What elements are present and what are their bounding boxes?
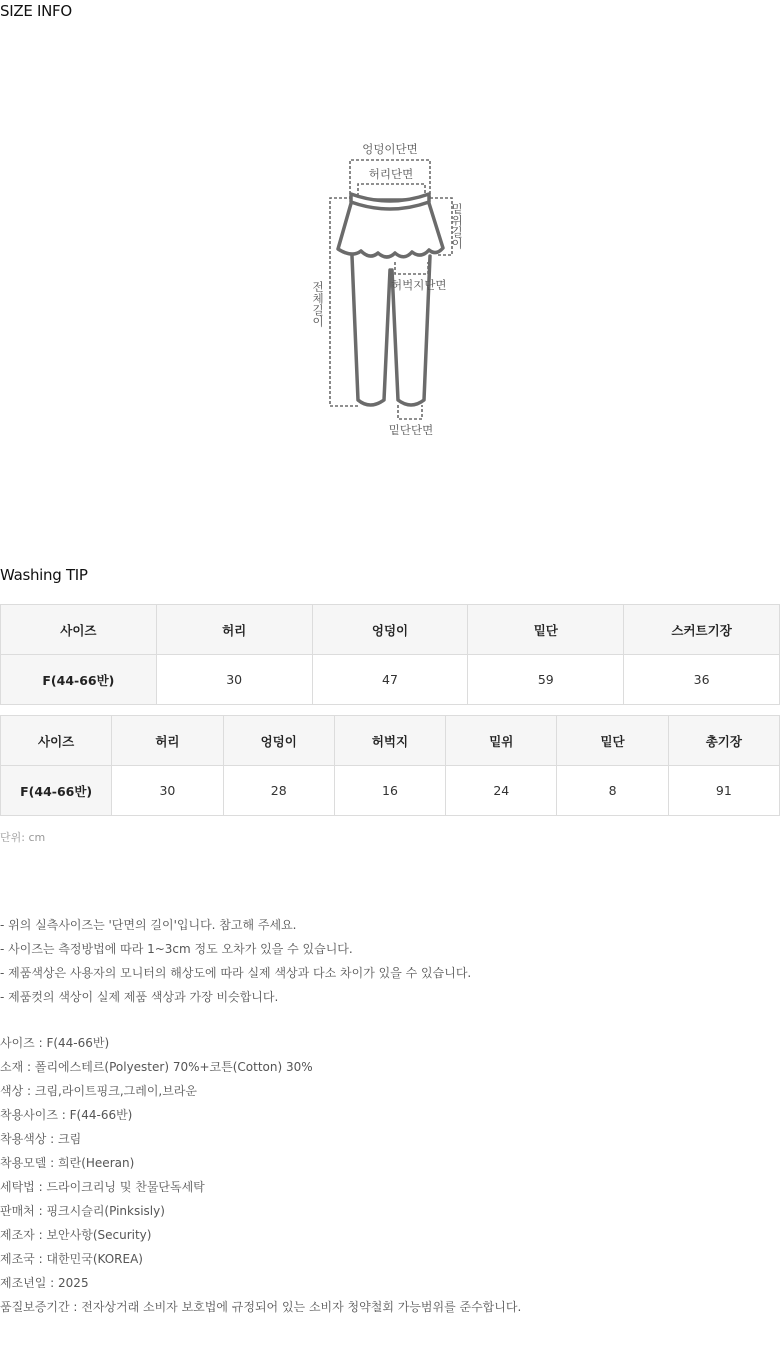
spec-worn-color: 착용색상 : 크림 [0,1132,82,1146]
note-item: - 위의 실측사이즈는 '단면의 길이'입니다. 참고해 주세요. [0,918,297,932]
unit-label: 단위: cm [0,831,46,844]
garment-outline [338,194,443,405]
spec-seller: 판매처 : 핑크시슬리(Pinksisly) [0,1204,165,1218]
note-item: - 제품색상은 사용자의 모니터의 해상도에 따라 실제 색상과 다소 차이가 있을 수 있습니다. [0,966,472,980]
size-info-title: SIZE INFO [0,2,72,20]
header-skirt-length: 스커트기장 [624,605,780,655]
cell-size: F(44-66반) [1,655,157,705]
hip-label: 엉덩이단면 [362,142,418,156]
spec-country: 제조국 : 대한민국(KOREA) [0,1252,143,1266]
cell-hip: 47 [312,655,468,705]
waist-measure [358,184,425,196]
skirt-size-table [0,604,780,705]
notes-list [0,917,471,1013]
left-leg [352,256,390,405]
cell-skirt-length: 36 [624,655,780,705]
thigh-label: 허벅지단면 [391,278,447,292]
header-total-length: 총기장 [668,716,779,766]
leggings-size-table [0,715,780,816]
header-rise: 밑위 [446,716,557,766]
header-thigh: 허벅지 [334,716,445,766]
header-hem: 밑단 [557,716,668,766]
spec-material: 소재 : 폴리에스테르(Polyester) 70%+코튼(Cotton) 30% [0,1060,313,1074]
table-header-row [1,716,780,766]
cell-total-length: 91 [668,766,779,816]
waist-label: 허리단면 [368,167,414,181]
spec-worn-size: 착용사이즈 : F(44-66반) [0,1108,133,1122]
spec-washing: 세탁법 : 드라이크리닝 및 찬물단독세탁 [0,1180,205,1194]
spec-model: 착용모델 : 희란(Heeran) [0,1156,135,1170]
hem-measure [398,405,422,419]
cell-hem: 59 [468,655,624,705]
spec-colors: 색상 : 크림,라이트핑크,그레이,브라운 [0,1084,197,1098]
skirt-leggings-diagram [300,138,480,443]
spec-year: 제조년일 : 2025 [0,1276,89,1290]
total-length-label: 전체길이 [311,281,325,327]
cell-rise: 24 [446,766,557,816]
table-header-row [1,605,780,655]
cell-waist: 30 [156,655,312,705]
header-size: 사이즈 [1,605,157,655]
header-waist: 허리 [112,716,223,766]
spec-size: 사이즈 : F(44-66반) [0,1036,110,1050]
spec-warranty: 품질보증기간 : 전자상거래 소비자 보호법에 규정되어 있는 소비자 청약철회 가능범위를 준수합니다. [0,1300,522,1314]
table-row [1,766,780,816]
product-specs [0,1035,521,1323]
note-item: - 사이즈는 측정방법에 따라 1~3cm 정도 오차가 있을 수 있습니다. [0,942,353,956]
waistband [351,194,429,209]
note-item: - 제품컷의 색상이 실제 제품 색상과 가장 비슷합니다. [0,990,279,1004]
header-hem: 밑단 [468,605,624,655]
rise-label: 밑위길이 [450,203,464,249]
header-hip: 엉덩이 [312,605,468,655]
cell-thigh: 16 [334,766,445,816]
header-size: 사이즈 [1,716,112,766]
header-hip: 엉덩이 [223,716,334,766]
size-diagram [300,138,480,443]
header-waist: 허리 [156,605,312,655]
washing-tip-title: Washing TIP [0,566,88,584]
cell-hem: 8 [557,766,668,816]
hem-label: 밑단단면 [388,423,434,437]
spec-manufacturer: 제조자 : 보안사항(Security) [0,1228,152,1242]
cell-size: F(44-66반) [1,766,112,816]
cell-hip: 28 [223,766,334,816]
table-row [1,655,780,705]
cell-waist: 30 [112,766,223,816]
